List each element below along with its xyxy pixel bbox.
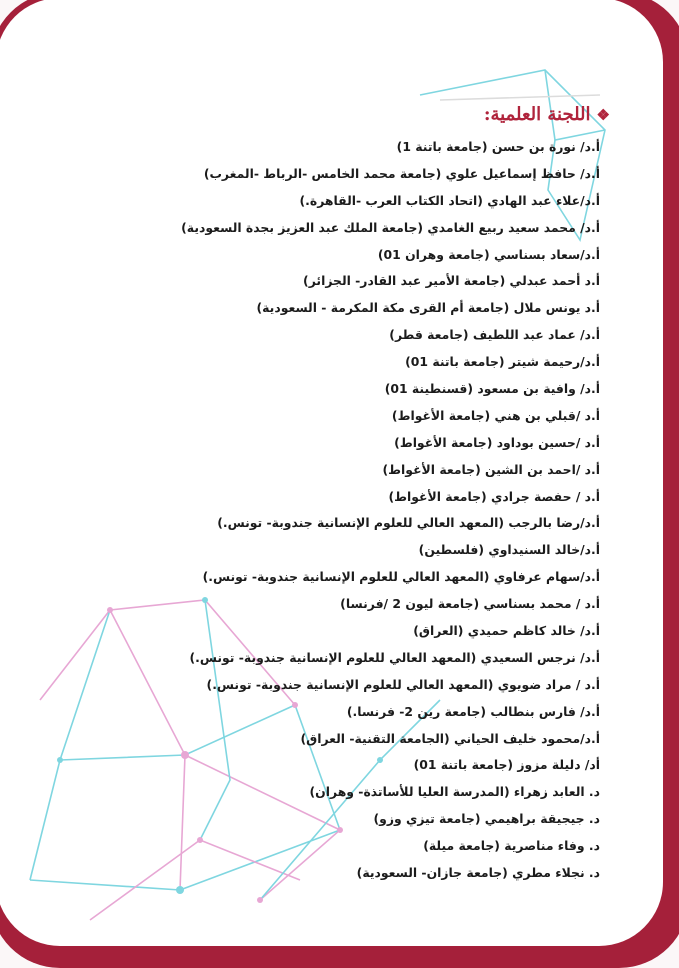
list-item: أ.د/علاء عبد الهادي (اتحاد الكتاب العرب -القاهرة.) <box>299 192 600 208</box>
list-item: أ.د/محمود خليف الحياني (الجامعة التقنية- العراق) <box>300 730 600 746</box>
list-item: أ.د/سهام عرفاوي (المعهد العالي للعلوم الإنسانية جندوبة- تونس.) <box>202 569 600 585</box>
list-item: د. العابد زهراء (المدرسة العليا للأساتذة- وهران) <box>309 784 600 800</box>
member-list <box>150 134 600 887</box>
list-item: أ.د / مراد ضويوي (المعهد العالي للعلوم الإنسانية جندوبة- تونس.) <box>206 676 600 692</box>
list-item: أد/ دليلة مزوز (جامعة باتنة 01) <box>413 757 600 773</box>
section-heading <box>150 96 610 134</box>
list-item: أ.د/ حافظ إسماعيل علوي (جامعة محمد الخامس -الرباط -المغرب) <box>203 165 600 181</box>
list-item: د. جيجيقة براهيمي (جامعة تيزي وزو) <box>373 811 600 827</box>
list-item: د. نجلاء مطري (جامعة جازان- السعودية) <box>356 865 600 881</box>
list-item: أ.د /احمد بن الشين (جامعة الأغواط) <box>382 461 600 477</box>
list-item: أ.د أحمد عبدلي (جامعة الأمير عبد القادر- الجزائر) <box>303 273 600 289</box>
list-item: أ.د/رحيمة شيتر (جامعة باتنة 01) <box>405 354 600 370</box>
list-item: أ.د/ عماد عبد اللطيف (جامعة قطر) <box>389 327 600 343</box>
list-item: د. وفاء مناصرية (جامعة ميلة) <box>423 838 600 854</box>
list-item: أ.د/رضا بالرجب (المعهد العالي للعلوم الإنسانية جندوبة- تونس.) <box>217 515 600 531</box>
list-item: أ.د/ خالد كاظم حميدي (العراق) <box>413 623 600 639</box>
list-item: أ.د / حفصة جرادي (جامعة الأغواط) <box>388 488 600 504</box>
list-item: أ.د /حسين بوداود (جامعة الأغواط) <box>394 434 600 450</box>
committee-section <box>150 96 610 887</box>
list-item: أ.د/خالد السنيداوي (فلسطين) <box>418 542 600 558</box>
list-item: أ.د يونس ملال (جامعة أم القرى مكة المكرمة - السعودية) <box>256 300 600 316</box>
list-item: أ.د/ نرجس السعيدي (المعهد العالي للعلوم الإنسانية جندوبة- تونس.) <box>189 649 600 665</box>
list-item: أ.د/ نورة بن حسن (جامعة باتنة 1) <box>396 139 600 154</box>
list-item: أ.د/ محمد سعيد ربيع الغامدي (جامعة الملك عبد العزيز بجدة السعودية) <box>181 219 600 235</box>
list-item: أ.د/سعاد بسناسي (جامعة وهران 01) <box>377 246 600 262</box>
diamond-bullet-icon: ❖ <box>596 106 610 124</box>
list-item: أ.د /قبلي بن هني (جامعة الأغواط) <box>391 407 600 423</box>
section-title: اللجنة العلمية: <box>483 104 591 125</box>
list-item: أ.د/ فارس بنطالب (جامعة رين 2- فرنسا.) <box>346 703 600 719</box>
list-item: أ.د / محمد بسناسي (جامعة ليون 2 /فرنسا) <box>340 596 600 612</box>
list-item: أ.د/ وافية بن مسعود (قسنطينة 01) <box>384 381 600 397</box>
